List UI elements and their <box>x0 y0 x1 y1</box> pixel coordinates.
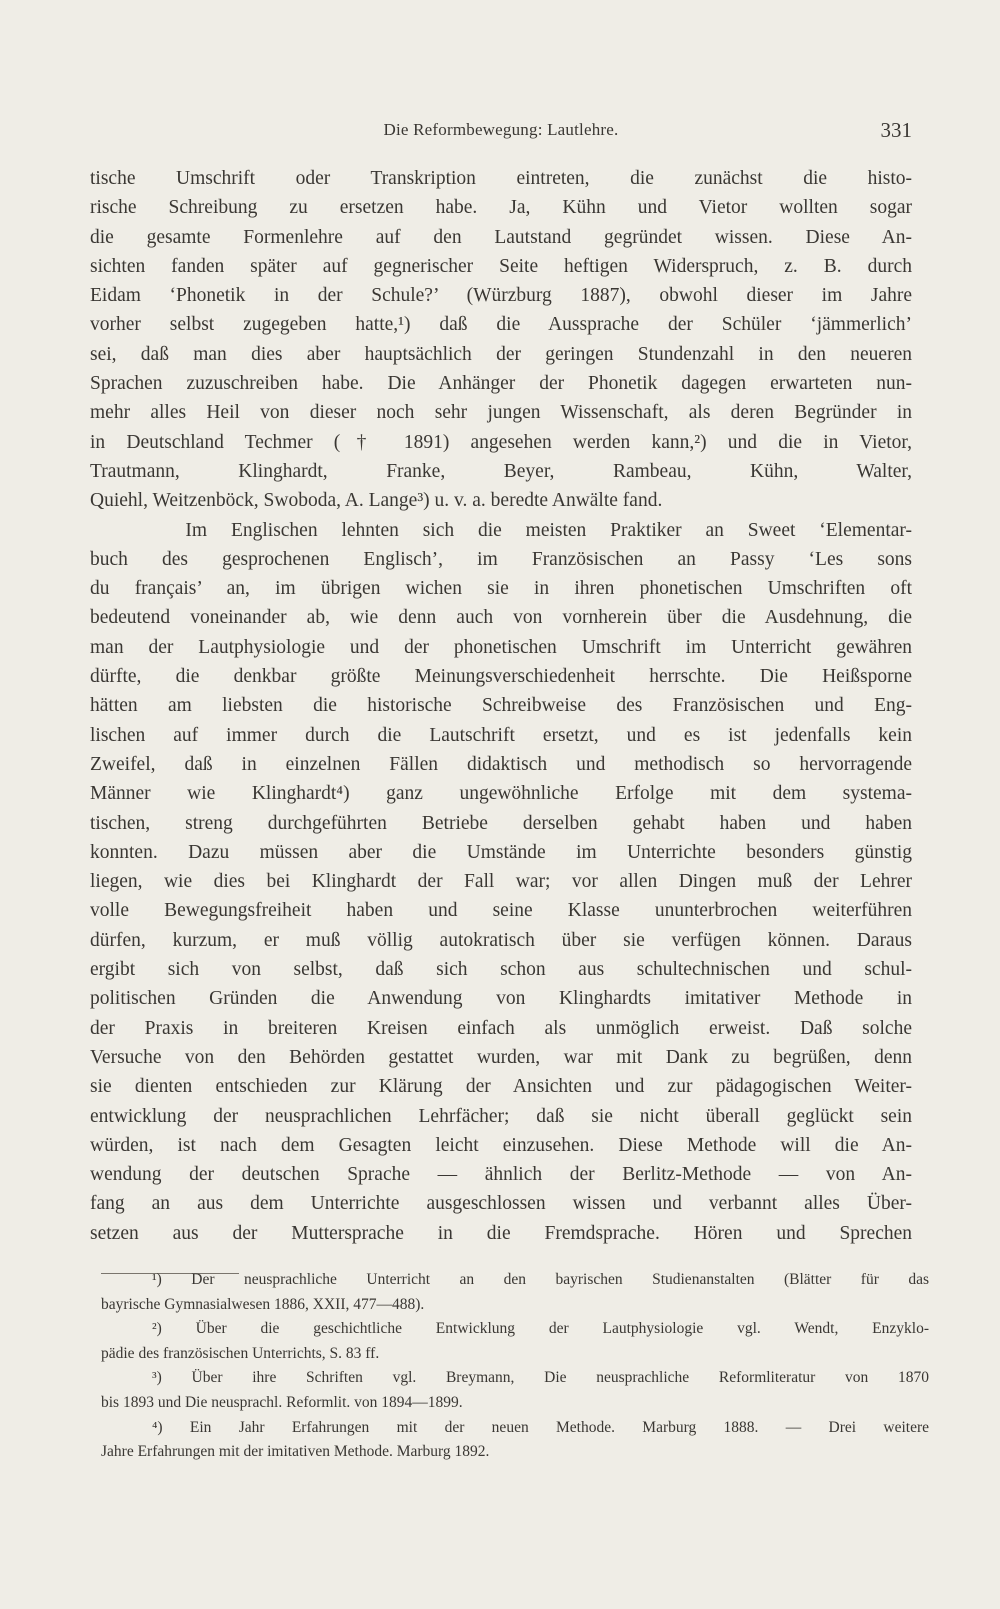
page-number: 331 <box>880 118 912 142</box>
body-line: sei, daß man dies aber hauptsächlich der geringen Stundenzahl in den neueren <box>90 343 912 365</box>
body-line: fang an aus dem Unterrichte ausgeschlossen wissen und verbannt alles Über- <box>90 1193 912 1215</box>
body-line: Versuche von den Behörden gestattet wurden, war mit Dank zu begrüßen, denn <box>90 1046 912 1068</box>
footnote-3-continuation: bis 1893 und Die neusprachl. Reformlit. von 1894—1899. <box>101 1393 463 1411</box>
footnote-4-continuation: Jahre Erfahrungen mit der imitativen Methode. Marburg 1892. <box>101 1443 490 1461</box>
paragraph-end-line: Quiehl, Weitzenböck, Swoboda, A. Lange³) u. v. a. beredte Anwälte fand. <box>90 490 663 512</box>
body-line: du français’ an, im übrigen wichen sie in ihren phonetischen Umschriften oft <box>90 578 912 600</box>
body-line: würden, ist nach dem Gesagten leicht einzusehen. Diese Methode will die An- <box>90 1134 912 1156</box>
body-line: tischen, streng durchgeführten Betriebe derselben gehabt haben und haben <box>90 812 912 834</box>
footnotes <box>101 1268 929 1465</box>
body-line: der Praxis in breiteren Kreisen einfach als unmöglich erweist. Daß solche <box>90 1017 912 1039</box>
body-line: entwicklung der neusprachlichen Lehrfächer; daß sie nicht überall geglückt sein <box>90 1105 912 1127</box>
body-line: die gesamte Formenlehre auf den Lautstand gegründet wissen. Diese An- <box>90 226 912 248</box>
body-line: vorher selbst zugegeben hatte,¹) daß die Aussprache der Schüler ‘jämmerlich’ <box>90 314 912 336</box>
paragraph-start-line: Im Englischen lehnten sich die meisten Praktiker an Sweet ‘Elementar- <box>90 519 912 541</box>
body-line: politischen Gründen die Anwendung von Klinghardts imitativer Methode in <box>90 988 912 1010</box>
footnote-3: ³) Über ihre Schriften vgl. Breymann, Die neusprachliche Reformliteratur von 1870 <box>152 1369 929 1387</box>
running-head <box>90 120 912 146</box>
running-title: Die Reformbewegung: Lautlehre. <box>383 120 619 139</box>
body-text <box>90 164 912 1248</box>
footnote-1: ¹) Der neusprachliche Unterricht an den bayrischen Studienanstalten (Blätter für das <box>152 1271 929 1288</box>
body-line: ergibt sich von selbst, daß sich schon aus schultechnischen und schul- <box>90 959 912 981</box>
body-line: sie dienten entschieden zur Klärung der Ansichten und zur pädagogischen Weiter- <box>90 1076 912 1098</box>
body-line: sichten fanden später auf gegnerischer Seite heftigen Widerspruch, z. B. durch <box>90 255 912 277</box>
body-line: Eidam ‘Phonetik in der Schule?’ (Würzburg 1887), obwohl dieser im Jahre <box>90 285 912 307</box>
body-line: setzen aus der Muttersprache in die Fremdsprache. Hören und Sprechen <box>90 1222 912 1244</box>
body-line: buch des gesprochenen Englisch’, im Französischen an Passy ‘Les sons <box>90 548 912 570</box>
body-line: hätten am liebsten die historische Schreibweise des Französischen und Eng- <box>90 695 912 717</box>
footnote-2: ²) Über die geschichtliche Entwicklung der Lautphysiologie vgl. Wendt, Enzyklo- <box>152 1320 929 1338</box>
body-line: bedeutend voneinander ab, wie denn auch von vornherein über die Ausdehnung, die <box>90 607 912 629</box>
body-line: Zweifel, daß in einzelnen Fällen didaktisch und methodisch so hervorragende <box>90 753 912 775</box>
body-line: mehr alles Heil von dieser noch sehr jungen Wissenschaft, als deren Begründer in <box>90 402 912 424</box>
body-line: Sprachen zuzuschreiben habe. Die Anhänger der Phonetik dagegen erwarteten nun- <box>90 373 912 395</box>
body-line: dürfen, kurzum, er muß völlig autokratisch über sie verfügen können. Daraus <box>90 929 912 951</box>
body-line: lischen auf immer durch die Lautschrift ersetzt, und es ist jedenfalls kein <box>90 724 912 746</box>
body-line: wendung der deutschen Sprache — ähnlich der Berlitz-Methode — von An- <box>90 1164 912 1186</box>
footnote-2-continuation: pädie des französischen Unterrichts, S. 83 ff. <box>101 1344 380 1362</box>
body-line: rische Schreibung zu ersetzen habe. Ja, Kühn und Vietor wollten sogar <box>90 197 912 219</box>
body-line: man der Lautphysiologie und der phonetischen Umschrift im Unterricht gewähren <box>90 636 912 658</box>
body-line: volle Bewegungsfreiheit haben und seine Klasse ununterbrochen weiterführen <box>90 900 912 922</box>
body-line: Trautmann, Klinghardt, Franke, Beyer, Rambeau, Kühn, Walter, <box>90 460 912 482</box>
body-line: liegen, wie dies bei Klinghardt der Fall war; vor allen Dingen muß der Lehrer <box>90 871 912 893</box>
body-line: tische Umschrift oder Transkription eintreten, die zunächst die histo- <box>90 168 912 189</box>
footnote-1-continuation: bayrische Gymnasialwesen 1886, XXII, 477—488). <box>101 1295 425 1313</box>
body-line: dürfte, die denkbar größte Meinungsverschiedenheit herrschte. Die Heißsporne <box>90 666 912 688</box>
body-line: in Deutschland Techmer († 1891) angesehen werden kann,²) und die in Vietor, <box>90 431 912 453</box>
footnote-4: ⁴) Ein Jahr Erfahrungen mit der neuen Methode. Marburg 1888. — Drei weitere <box>152 1418 929 1436</box>
body-line: Männer wie Klinghardt⁴) ganz ungewöhnliche Erfolge mit dem systema- <box>90 783 912 805</box>
body-line: konnten. Dazu müssen aber die Umstände im Unterrichte besonders günstig <box>90 841 912 863</box>
